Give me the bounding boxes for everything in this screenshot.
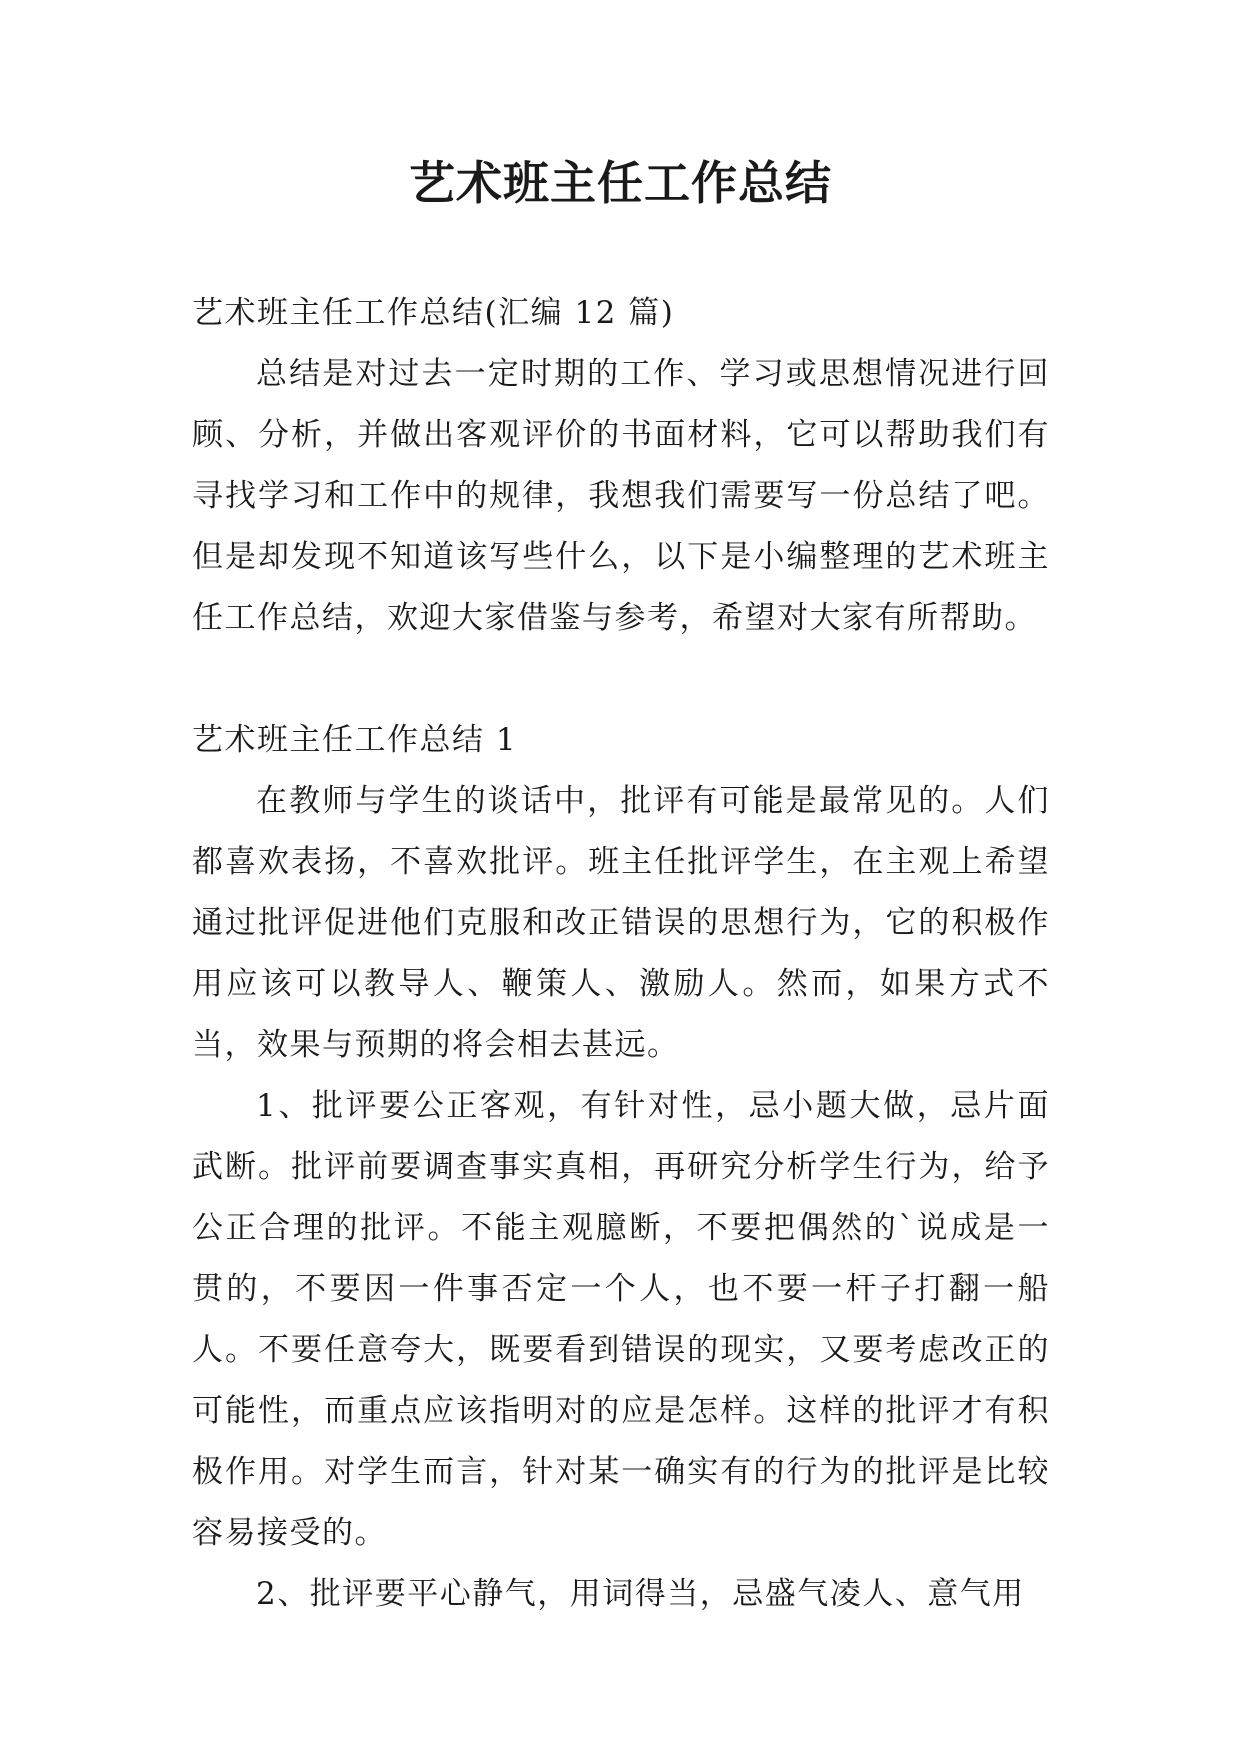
document-title: 艺术班主任工作总结 (409, 156, 832, 210)
body-paragraph: 1、批评要公正客观，有针对性，忌小题大做，忌片面武断。批评前要调查事实真相，再研究分析学生行为，给予公正合理的批评。不能主观臆断，不要把偶然的`说成是一贯的，不要因一件事否定一个人，也不要一杆子打翻一船人。不要任意夸大，既要看到错误的现实，又要考虑改正的可能性，而重点应该指明对的应是怎样。这样的批评才有积极作用。对学生而言，针对某一确实有的行为的批评是比较容易接受的。 (192, 1088, 1050, 1551)
section-spacer (192, 649, 1050, 710)
document-body (192, 283, 1050, 1625)
body-paragraph: 2、批评要平心静气，用词得当，忌盛气凌人、意气用 (256, 1576, 1025, 1612)
intro-paragraph: 总结是对过去一定时期的工作、学习或思想情况进行回顾、分析，并做出客观评价的书面材料，它可以帮助我们有寻找学习和工作中的规律，我想我们需要写一份总结了吧。但是却发现不知道该写些什么，以下是小编整理的艺术班主任工作总结，欢迎大家借鉴与参考，希望对大家有所帮助。 (192, 356, 1050, 636)
section-heading: 艺术班主任工作总结 1 (192, 722, 518, 758)
subtitle: 艺术班主任工作总结(汇编 12 篇) (192, 295, 675, 331)
body-paragraph: 在教师与学生的谈话中，批评有可能是最常见的。人们都喜欢表扬，不喜欢批评。班主任批评学生，在主观上希望通过批评促进他们克服和改正错误的思想行为，它的积极作用应该可以教导人、鞭策人、激励人。然而，如果方式不当，效果与预期的将会相去甚远。 (192, 783, 1050, 1063)
